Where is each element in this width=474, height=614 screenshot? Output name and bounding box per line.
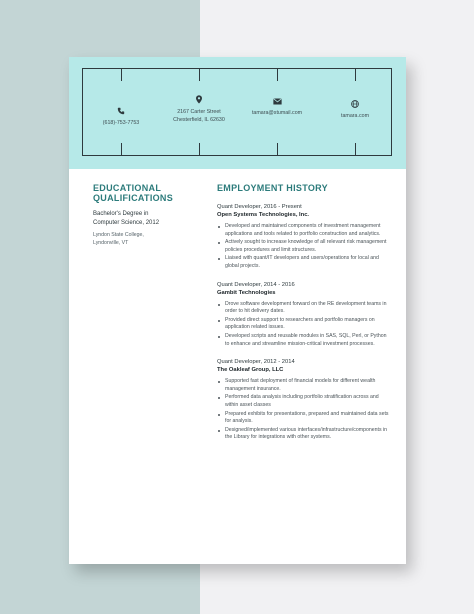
employment-heading: EMPLOYMENT HISTORY — [217, 183, 328, 193]
job-entry — [217, 203, 389, 271]
degree — [93, 210, 203, 228]
address-line-1: 2167 Carter Street — [177, 109, 221, 115]
school-line-1: Lyndon State College, — [93, 232, 144, 238]
job-bullet: Developed and maintained components of investment management applications and tools related to portfolio construction and analytics. — [225, 223, 389, 238]
job-entry — [217, 358, 389, 442]
job-bullet: Performed data analysis including portfolio stratification across and within asset classes — [225, 394, 389, 409]
frame-tick — [199, 69, 200, 81]
resume-page — [69, 57, 406, 564]
job-bullets — [217, 301, 389, 349]
job-company: Gambit Technologies — [217, 289, 276, 296]
job-bullet: Actively sought to increase knowledge of all relevant risk management policies procedures and limit structures. — [225, 239, 389, 254]
phone-icon — [117, 107, 125, 115]
school-line-2: Lyndonville, VT — [93, 240, 129, 246]
envelope-icon — [273, 98, 282, 105]
email-text: tamara@stumail.com — [251, 110, 303, 116]
job-bullet: Prepared exhibits for presentations, prepared and maintained data sets for analysis. — [225, 410, 389, 425]
frame-tick — [355, 69, 356, 81]
degree-line-2: Computer Science, 2012 — [93, 220, 160, 226]
frame-tick — [121, 69, 122, 81]
header-frame — [82, 68, 392, 156]
website-text: tamara.com — [341, 113, 369, 119]
education-heading — [93, 183, 203, 203]
job-company: Open Systems Technologies, Inc. — [217, 212, 310, 218]
job-bullet: Liaised with quant/IT developers and users/operations for local and global projects. — [225, 255, 389, 270]
job-title: Quant Developer, 2016 - Present — [217, 204, 302, 210]
education-heading-line-1: EDUCATIONAL — [93, 183, 162, 193]
frame-tick — [199, 143, 200, 155]
frame-tick — [277, 69, 278, 81]
contact-email — [237, 98, 317, 117]
frame-tick — [277, 143, 278, 155]
degree-line-1: Bachelor's Degree in — [93, 211, 149, 217]
address-line-2: Chesterfield, IL 62630 — [173, 117, 225, 123]
contact-header — [69, 57, 406, 169]
contact-address — [159, 95, 239, 124]
job-title: Quant Developer, 2014 - 2016 — [217, 281, 295, 288]
job-bullet: Supported fast deployment of financial models for different wealth management insurance. — [225, 378, 389, 393]
job-bullet: Drove software development forward on the RE development teams in order to hit delivery dates. — [225, 301, 389, 316]
job-title: Quant Developer, 2012 - 2014 — [217, 359, 295, 366]
phone-text: (618)-753-7753 — [102, 120, 140, 126]
job-entry — [217, 281, 389, 349]
school — [93, 231, 203, 247]
contact-phone — [81, 107, 161, 127]
education-section — [93, 183, 203, 247]
frame-tick — [355, 143, 356, 155]
job-bullets — [217, 378, 389, 442]
location-pin-icon — [195, 95, 203, 104]
globe-icon — [351, 100, 359, 108]
job-bullet: Designed/implemented various interfaces/infrastructure/components in the Library for integrations with other systems. — [225, 426, 388, 441]
education-heading-line-2: QUALIFICATIONS — [93, 193, 174, 203]
job-bullets — [217, 223, 389, 271]
job-bullet: Developed scripts and reusable modules in SAS, SQL, Perl, or Python to enhance and streamline mission-critical investment processes. — [225, 333, 389, 348]
employment-section — [217, 183, 389, 443]
job-bullet: Provided direct support to researchers and portfolio managers on application related issues. — [225, 317, 389, 332]
contact-website — [315, 100, 395, 120]
frame-tick — [121, 143, 122, 155]
job-company: The Oakleaf Group, LLC — [217, 367, 284, 374]
